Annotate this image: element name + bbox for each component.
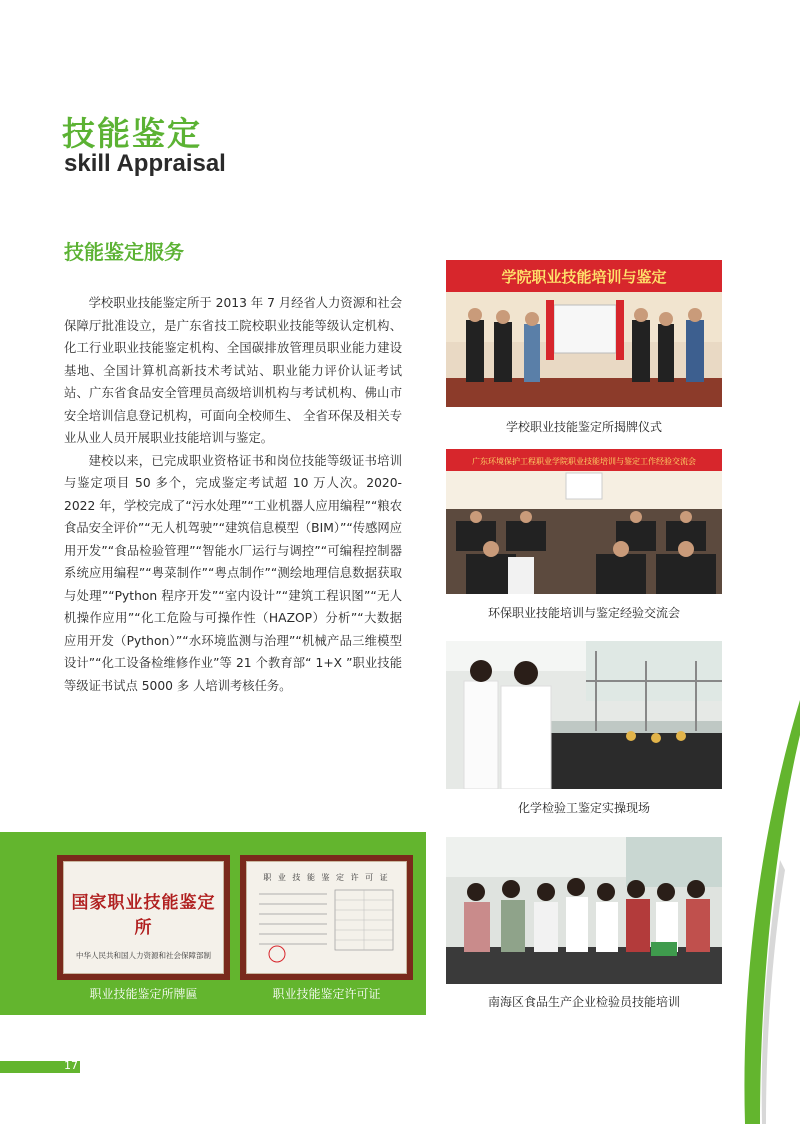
plaque-1-caption: 职业技能鉴定所牌匾: [89, 987, 198, 1001]
photo-1-caption: 学校职业技能鉴定所揭牌仪式: [505, 420, 662, 434]
page-number: 17: [64, 1059, 78, 1072]
plaque-appraisal-institute: [57, 855, 230, 980]
plaque-appraisal-license: [240, 855, 413, 980]
paragraph-1: 学校职业技能鉴定所于 2013 年 7 月经省人力资源和社会保障厅批准设立，是广东省技工院校职业技能等级认定机构、化工行业职业技能鉴定机构、全国碳排放管理员职业能力建设基地、全国计算机高新技术考试站、职业能力评价认证考试站、广东省食品安全管理员高级培训机构与考试机构、佛山市安全培训信息登记机构，可面向全校师生、 全省环保及相关专业从业人员开展职业技能培训与鉴定。: [64, 296, 402, 445]
section-body: [64, 292, 402, 697]
photo-chemistry-lab: [446, 641, 722, 789]
photo-4-caption: 南海区食品生产企业检验员技能培训: [487, 995, 680, 1009]
photo-unveiling-ceremony: [446, 260, 722, 407]
page-title: 技能鉴定: [62, 114, 202, 153]
plaque-sub-text: 中华人民共和国人力资源和社会保障部制: [76, 951, 211, 960]
photo-1-banner: 学院职业技能培训与鉴定: [501, 268, 667, 286]
paragraph-2: 建校以来，已完成职业资格证书和岗位技能等级证书培训与鉴定项目 50 多个，完成鉴定考试超 10 万人次。2020- 2022 年，学校完成了“污水处理”“工业机器人应用编程”“粮农食品安全评价”“无人机驾驶”“建筑信息模型（BIM）”“传感网应用开发”“食品检验管理”“智能水厂运行与调控”“可编程控制器系统应用编程”“粤菜制作”“粤点制作”“测绘地理信息数据获取与处理”“Python 程序开发”“室内设计”“建筑工程识图”“无人机操作应用”“化工危险与可操作性（HAZOP）分析”“大数据应用开发（Python）”“水环境监测与治理”“机械产品三维模型设计”“化工设备检维修作业”等 21 个教育部“ 1+X ”职业技能等级证书试点 5000 多 人培训考核任务。: [64, 453, 402, 693]
photo-exchange-meeting: [446, 449, 722, 594]
photo-2-caption: 环保职业技能培训与鉴定经验交流会: [487, 606, 680, 620]
plaque-main-text: 国家职业技能鉴定所: [71, 893, 216, 938]
license-form-lines: [247, 862, 406, 973]
plaque-2-caption: 职业技能鉴定许可证: [272, 987, 381, 1001]
photo-3-caption: 化学检验工鉴定实操现场: [517, 801, 650, 815]
photo-food-inspector-training: [446, 837, 722, 984]
section-title: 技能鉴定服务: [64, 240, 184, 264]
page-subtitle: skill Appraisal: [64, 150, 226, 177]
photo-2-banner: 广东环境保护工程职业学院职业技能培训与鉴定工作经验交流会: [472, 457, 696, 466]
license-title: 职 业 技 能 鉴 定 许 可 证: [263, 873, 390, 882]
